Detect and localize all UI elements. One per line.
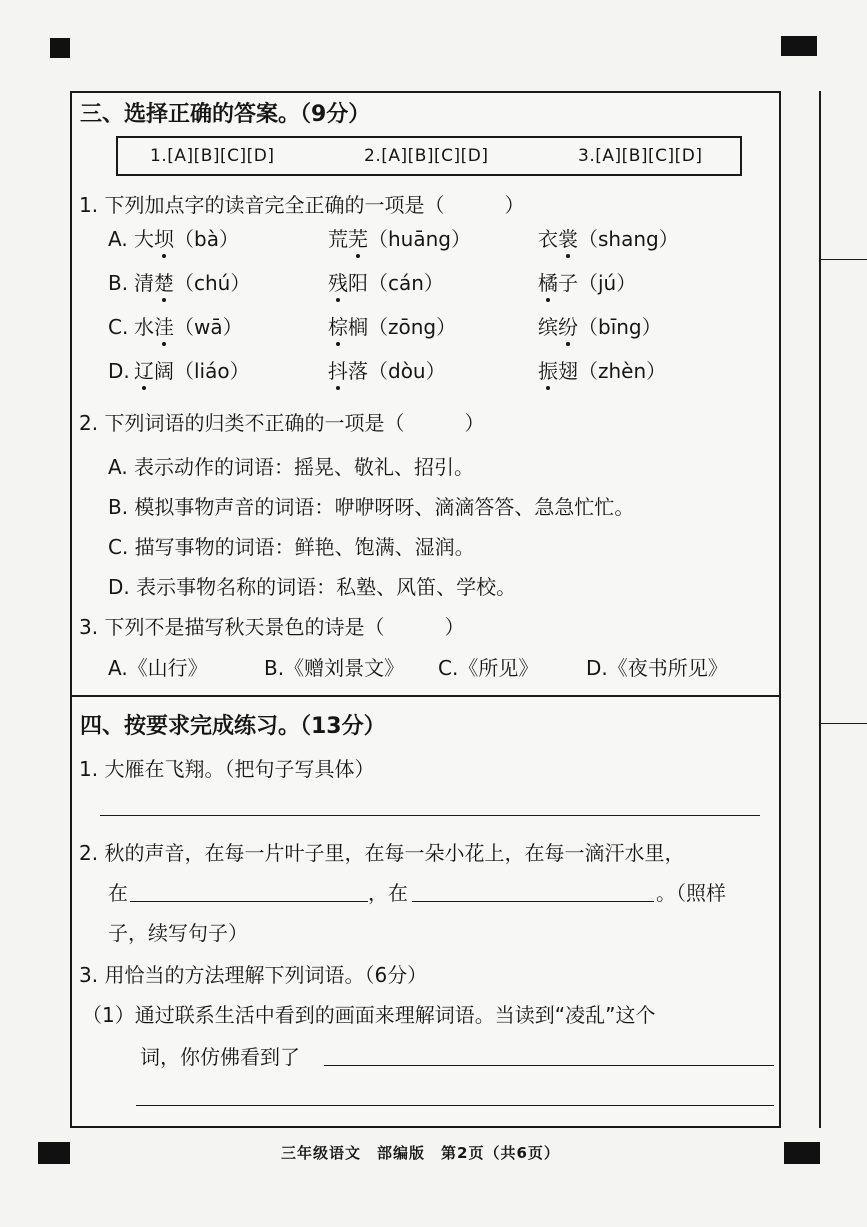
q3-stem: 3. 下列不是描写秋天景色的诗是（ ） bbox=[79, 615, 465, 639]
q2-option-b: B. 模拟事物声音的词语：咿咿呀呀、滴滴答答、急急忙忙。 bbox=[108, 495, 635, 519]
q1-word-item bbox=[328, 359, 446, 383]
pinyin: （cán） bbox=[368, 271, 444, 295]
word-char: 子 bbox=[558, 271, 578, 295]
q1-option-label: A. bbox=[108, 227, 128, 251]
pinyin: （huāng） bbox=[368, 227, 471, 251]
answer-choice-3[interactable]: 3.[A][B][C][D] bbox=[578, 146, 703, 166]
q1-word-item bbox=[134, 271, 250, 295]
word-char: 大 bbox=[134, 227, 154, 251]
s4-q3: 3. 用恰当的方法理解下列词语。（6分） bbox=[79, 963, 428, 987]
q1-option-label: D. bbox=[108, 359, 130, 383]
dotted-char: 橘 bbox=[538, 271, 558, 295]
s4-q2-tail: 。（照样 bbox=[656, 881, 726, 905]
s4-q2-blank-1[interactable] bbox=[130, 901, 368, 902]
answer-sheet-box bbox=[116, 136, 742, 176]
dotted-char: 裳 bbox=[558, 227, 578, 251]
q3-option-c: C.《所见》 bbox=[438, 656, 539, 680]
q1-word-item bbox=[134, 315, 243, 339]
q1-word-item bbox=[538, 359, 666, 383]
word-char: 荒 bbox=[328, 227, 348, 251]
section-divider bbox=[72, 695, 779, 697]
q2-option-c: C. 描写事物的词语：鲜艳、饱满、湿润。 bbox=[108, 535, 475, 559]
q1-word-item bbox=[328, 315, 456, 339]
dotted-char: 抖 bbox=[328, 359, 348, 383]
s4-q2-zai-1: 在 bbox=[108, 881, 128, 905]
q1-stem: 1. 下列加点字的读音完全正确的一项是（ ） bbox=[79, 193, 525, 217]
s4-q1-answer-line[interactable] bbox=[100, 815, 760, 816]
page-footer: 三年级语文 部编版 第2页（共6页） bbox=[281, 1144, 560, 1162]
dotted-char: 洼 bbox=[154, 315, 174, 339]
q3-option-d: D.《夜书所见》 bbox=[586, 656, 728, 680]
dotted-char: 残 bbox=[328, 271, 348, 295]
q1-word-item bbox=[134, 227, 239, 251]
dotted-char: 振 bbox=[538, 359, 558, 383]
pinyin: （liáo） bbox=[174, 359, 250, 383]
registration-mark-top-left bbox=[50, 38, 70, 58]
s4-q3-sub1-line2: 词，你仿佛看到了 bbox=[140, 1045, 300, 1069]
word-char: 清 bbox=[134, 271, 154, 295]
pinyin: （shang） bbox=[578, 227, 679, 251]
section3-title: 三、选择正确的答案。（9分） bbox=[80, 102, 371, 127]
s4-q2-line1: 2. 秋的声音，在每一片叶子里，在每一朵小花上，在每一滴汗水里， bbox=[79, 841, 685, 865]
section4-title: 四、按要求完成练习。（13分） bbox=[80, 714, 386, 739]
q3-option-a: A.《山行》 bbox=[108, 656, 208, 680]
q1-option-label: B. bbox=[108, 271, 129, 295]
s4-q3-answer-line-1[interactable] bbox=[324, 1065, 774, 1066]
s4-q3-sub1-line1: （1）通过联系生活中看到的画面来理解词语。当读到“凌乱”这个 bbox=[82, 1003, 656, 1027]
s4-q2-zai-2: ，在 bbox=[368, 881, 408, 905]
registration-mark-top-right bbox=[781, 36, 817, 56]
pinyin: （bà） bbox=[174, 227, 239, 251]
dotted-char: 辽 bbox=[134, 359, 154, 383]
dotted-char: 纷 bbox=[558, 315, 578, 339]
word-char: 阔 bbox=[154, 359, 174, 383]
word-char: 缤 bbox=[538, 315, 558, 339]
s4-q3-answer-line-2[interactable] bbox=[136, 1105, 774, 1106]
s4-q1: 1. 大雁在飞翔。（把句子写具体） bbox=[79, 757, 375, 781]
pinyin: （chú） bbox=[174, 271, 251, 295]
s4-q2-blank-2[interactable] bbox=[412, 901, 654, 902]
word-char: 榈 bbox=[348, 315, 368, 339]
adjacent-column-frame bbox=[819, 91, 867, 1128]
q1-word-item bbox=[328, 227, 471, 251]
q1-word-item bbox=[328, 271, 444, 295]
q1-word-item bbox=[134, 359, 250, 383]
word-char: 水 bbox=[134, 315, 154, 339]
pinyin: （dòu） bbox=[368, 359, 446, 383]
word-char: 落 bbox=[348, 359, 368, 383]
word-char: 翅 bbox=[558, 359, 578, 383]
registration-mark-bottom-left bbox=[38, 1142, 70, 1164]
pinyin: （zōng） bbox=[368, 315, 457, 339]
q1-word-item bbox=[538, 315, 662, 339]
q3-option-b: B.《赠刘景文》 bbox=[264, 656, 405, 680]
q1-option-label: C. bbox=[108, 315, 129, 339]
word-char: 衣 bbox=[538, 227, 558, 251]
q1-word-item bbox=[538, 271, 636, 295]
answer-choice-2[interactable]: 2.[A][B][C][D] bbox=[364, 146, 489, 166]
registration-mark-bottom-right bbox=[784, 1142, 820, 1164]
exam-frame bbox=[70, 91, 781, 1128]
dotted-char: 楚 bbox=[154, 271, 174, 295]
q2-option-d: D. 表示事物名称的词语：私塾、风笛、学校。 bbox=[108, 575, 517, 599]
q2-stem: 2. 下列词语的归类不正确的一项是（ ） bbox=[79, 411, 485, 435]
s4-q2-line3: 子，续写句子） bbox=[108, 921, 248, 945]
q2-option-a: A. 表示动作的词语：摇晃、敬礼、招引。 bbox=[108, 455, 475, 479]
dotted-char: 棕 bbox=[328, 315, 348, 339]
pinyin: （wā） bbox=[174, 315, 243, 339]
dotted-char: 坝 bbox=[154, 227, 174, 251]
pinyin: （bīng） bbox=[578, 315, 662, 339]
pinyin: （zhèn） bbox=[578, 359, 667, 383]
q1-word-item bbox=[538, 227, 679, 251]
answer-choice-1[interactable]: 1.[A][B][C][D] bbox=[150, 146, 275, 166]
dotted-char: 芜 bbox=[348, 227, 368, 251]
pinyin: （jú） bbox=[578, 271, 637, 295]
word-char: 阳 bbox=[348, 271, 368, 295]
